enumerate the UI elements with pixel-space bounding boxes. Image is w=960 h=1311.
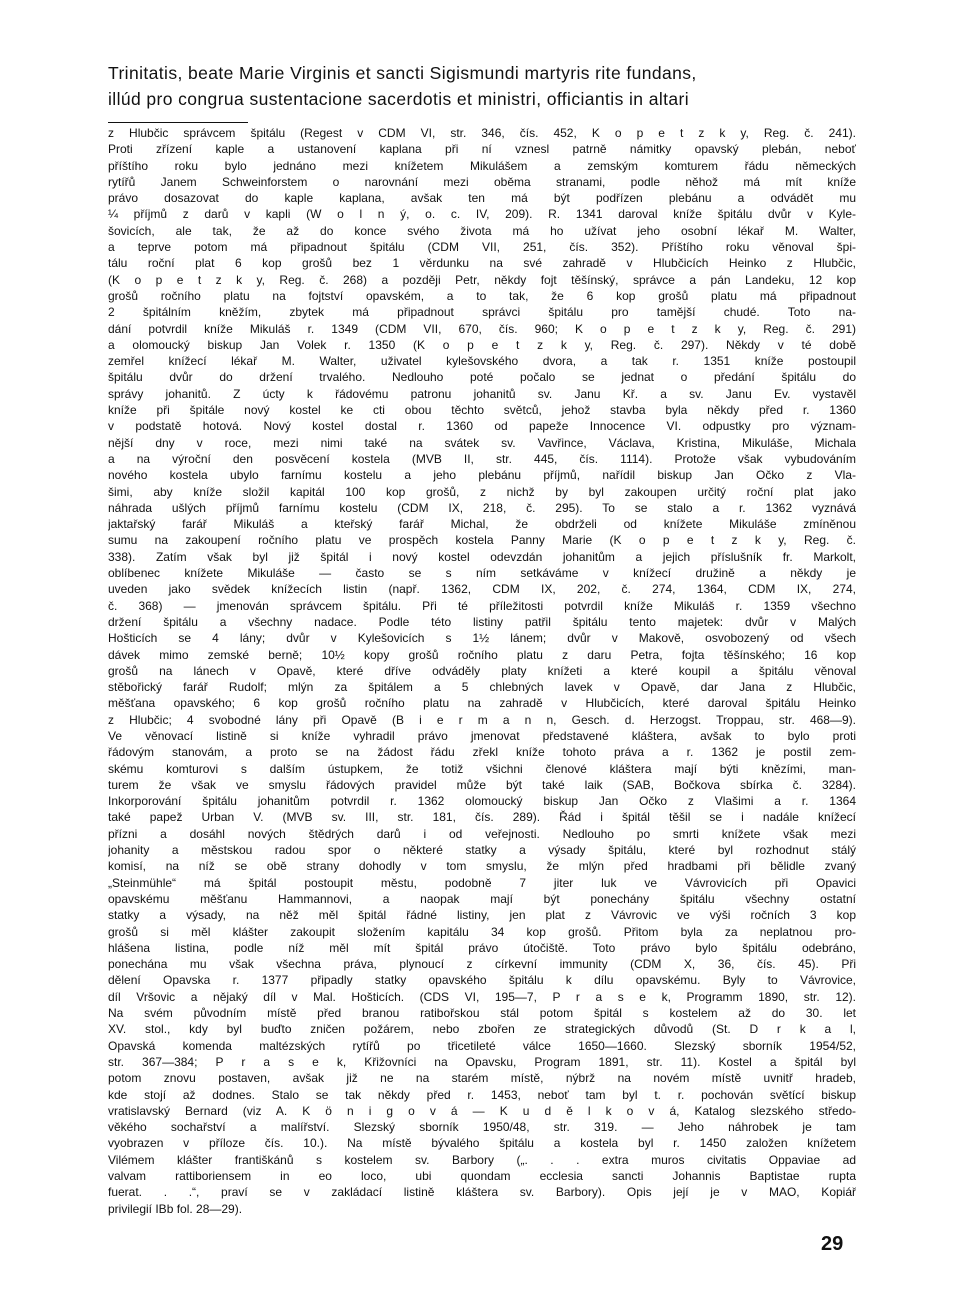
text-line: turem že však ve smyslu řádových pravidel může být také laik (SAB, Bočkova sbírka č. 3284). — [108, 777, 856, 792]
text-line: ¼ příjmů z darů v kapli (W o l n ý, o. c. IV, 209). R. 1341 daroval kníže špitálu dvůr v Kyle- — [108, 207, 856, 222]
text-line: vyobrazen v příloze čís. 10.). Na místě bývalého špitálu a kostela byl r. 1450 založen knížetem — [108, 1136, 856, 1151]
text-line: šovicích, ale tak, že až do konce svého života má ho užívat jeho osobní lékař M. Walter, — [108, 223, 856, 238]
text-line: Inkorporování špitálu johanitům potvrdil r. 1362 olomoucký biskup Jan Očko z Vlašimi a r. 1364 — [108, 794, 856, 809]
text-line: Hošticích se 4 lány; dvůr v Kylešovicích s 1½ lánem; dvůr v Makově, osvobozený od všech — [108, 631, 856, 646]
text-line: fuerat. . .“, praví se v zakládací listině kláštera sv. Barbory). Opis její je v MAO, Kopiář — [108, 1185, 856, 1200]
text-line: přízni a dosáhl nových štědrých darů i od veřejnosti. Nedlouho po smrti knížete však mezi — [108, 826, 856, 841]
text-line: měšťana opavského; 6 kop grošů ročního platu na zahradě v Hlubčicích, které daroval špitálu Heinko — [108, 696, 856, 711]
text-line: díl Vršovic a nějaký díl v Mal. Hošticích. (CDS VI, 195—7, P r a s e k, Programm 1890, str. 12). — [108, 989, 856, 1004]
text-line: věkého sochařství a malířství. Slezský sborník 1950/48, str. 319. — Jeho náhrobek je tam — [108, 1120, 856, 1135]
text-line: nového kostela ubylo farnímu kostelu a jeho plebánu příjmů, nařídil biskup Jan Očko z Vla- — [108, 468, 856, 483]
text-line: kníže při špitále nový kostel ke cti obou těchto světců, jehož stavba byla někdy před r. 1360 — [108, 403, 856, 418]
text-line: statky a výsady, na něž měl špitál řádné listiny, jen plat z Vávrovic ve výši ročních 3 kop — [108, 908, 856, 923]
text-line: také papež Urban V. (MVB sv. III, str. 181, čís. 289). Řád i špitál těšil se i nadále knížecí — [108, 810, 856, 825]
text-line: dělení Opavska r. 1377 připadly statky opavského špitálu k dílu opavskému. Byly to Vávrovice, — [108, 973, 856, 988]
text-line: jaktařský farář Mikuláš a kteřský farář Michal, že obdrželi od knížete Mikuláše zmíněnou — [108, 517, 856, 532]
text-line: stěbořický farář Rudolf; mlýn za špitálem a 5 chlebných lavek v Opavě, dar Jana z Hlubčic, — [108, 680, 856, 695]
text-line: vratislavský Bernard (viz A. K ö n i g o v á — K u d ě l k o v á, Katalog slezského středo- — [108, 1103, 856, 1118]
text-line: právo dosazovat do kaple kaplana, avšak ten má být podřízen plebánu a odvádět mu — [108, 191, 856, 206]
text-line: johanity a městskou radou spor o některé statky a výsady špitálu, které byl rozhodnut stálý — [108, 843, 856, 858]
text-line: z Hlubčic; 4 svobodné lány při Opavě (B i e r m a n n, Gesch. d. Herzogst. Troppau, str. 468—9). — [108, 712, 856, 727]
text-line: příštího roku bylo jednáno mezi knížetem Mikulášem a zemským komturem řádu německých — [108, 158, 856, 173]
text-line: Vilémem klášter františkánů s kostelem sv. Barbory („. . . extra muros civitatis Oppaviae ad — [108, 1152, 856, 1167]
text-line: a olomoucký biskup Jan Volek r. 1350 (K o p e t z k y, Reg. č. 297). Někdy v té době — [108, 337, 856, 352]
text-line: rytířů Janem Schweinforstem o narovnání mezi oběma stranami, podle něhož má mít kníže — [108, 174, 856, 189]
text-line: 2 špitálním kněžím, zbytek má připadnout správci špitálu pro tamější chudé. Toto na- — [108, 305, 856, 320]
text-line: sumu na zakoupení ročního platu ve prospěch kostela Panny Marie (K o p e t z k y, Reg. č. — [108, 533, 856, 548]
text-line: držení špitálu a všechny nadace. Podle této listiny patřil špitálu tento majetek: dvůr v Malých — [108, 614, 856, 629]
text-line: správy johanitů. Z úcty k řádovému patronu johanitů sv. Janu Kř. a sv. Janu Ev. vystavěl — [108, 386, 856, 401]
text-line: náhrada ušlých příjmů farnímu kostelu (CDM IX, 218, č. 295). To se stalo a r. 1362 vyznává — [108, 500, 856, 515]
text-line: nější dny v roce, mezi nimi také na svátek sv. Vavřince, Václava, Kristina, Mikuláše, Michala — [108, 435, 856, 450]
text-line: kde stojí až dodnes. Stalo se tak někdy před r. 1453, neboť tam byl t. r. pochován světící biskup — [108, 1087, 856, 1102]
text-line: Na svém původním místě před branou ratibořskou stál potom špitál s kostelem až do 30. let — [108, 1006, 856, 1021]
text-line: grošů ročního platu na fojtství opavském, a to tak, že 6 kop grošů platu má připadnout — [108, 288, 856, 303]
text-line: dávek mimo zemské berně; 10½ kopy grošů ročního platu z daru Petra, fojta těšínského; 16 kop — [108, 647, 856, 662]
text-line: XV. stol., kdy byl buďto zničen požárem, nebo zbořen ze strategických důvodů (St. D r k a l, — [108, 1022, 856, 1037]
header-line-1: Trinitatis, beate Marie Virginis et sancti Sigismundi martyris rite fundans, — [108, 63, 697, 83]
text-line: dání potvrdil kníže Mikuláš r. 1349 (CDM VII, 670, čís. 960; K o p e t z k y, Reg. č. 291) — [108, 321, 856, 336]
text-line: opavskému měšťanu Hammannovi, a naopak mají být ponechány špitálu všechny ostatní — [108, 891, 856, 906]
text-line: Proti zřízení kaple a ustanovení kaplana při ní vznesl patrně námitky opavský plebán, neboť — [108, 142, 856, 157]
text-line: skému komturovi s dalším ústupkem, že totiž všichni členové kláštera mají býti knězími, man- — [108, 761, 856, 776]
text-line: tálu roční plat 6 kop grošů bez 1 věrdunku na své zahradě v Hlubčicích Heinko z Hlubčic, — [108, 256, 856, 271]
text-line: z Hlubčic správcem špitálu (Regest v CDM VI, str. 346, čís. 452, K o p e t z k y, Reg. č. 241). — [108, 126, 856, 140]
text-line: oblíbenec knížete Mikuláše — často se s ním setkáváme v knížecí družině a někdy je — [108, 566, 856, 581]
text-line: (K o p e t z k y, Reg. č. 268) a později Petr, někdy fojt těšínský, správce a pán Landeku, 12 kop — [108, 272, 856, 287]
text-line: řádovým stanovám, a proto se na žádost řádu zřekl kníže tohoto práva a r. 1362 je postil zem- — [108, 745, 856, 760]
text-line: grošů na lánech v Opavě, které dříve odváděly platy knížeti a které koupil a špitálu věnoval — [108, 663, 856, 678]
text-line: zemřel knížecí lékař M. Walter, uživatel kylešovského dvora, a tak r. 1351 kníže postoupil — [108, 354, 856, 369]
body-text — [108, 125, 856, 1217]
text-line: privilegií IBb fol. 28—29). — [108, 1201, 243, 1216]
text-line: a teprve potom má připadnout špitálu (CDM VII, 251, čís. 352). Příštího roku věnoval špi- — [108, 240, 856, 255]
text-line: potom znovu postaven, avšak již ne na starém místě, nýbrž na novém místě uvnitř hradeb, — [108, 1071, 856, 1086]
text-line: špitálu dvůr do držení trvalého. Nedlouho poté počalo se jednat o předání špitálu do — [108, 370, 856, 385]
text-line: valvam rattiboriensem in eo loco, ubi quondam ecclesia sancti Johannis Baptistae rupta — [108, 1169, 856, 1183]
text-line: uveden jako svědek knížecích listin (např. 1362, CDM IX, 202, č. 274, 1364, CDM IX, 274, — [108, 582, 856, 597]
text-line: str. 367—384; P r a s e k, Křižovníci na Opavsku, Program 1891, str. 11). Kostel a špitál byl — [108, 1054, 856, 1069]
running-header — [108, 60, 856, 112]
text-line: č. 368) — jmenován správcem špitálu. Při té příležitosti potvrdil kníže Mikuláš r. 1359 všechno — [108, 598, 856, 613]
text-line: a na výroční den posvěcení kostela (MVB II, str. 445, čís. 1114). Protože však vybudováním — [108, 451, 856, 466]
text-line: komisí, na níž se obě strany dohodly v tom smyslu, že mlýn před hradbami při bělidle zvaný — [108, 859, 856, 874]
text-line: „Steinmühle“ má špitál postoupit městu, podobně 7 jiter luk ve Vávrovicích při Opavici — [108, 875, 856, 890]
text-line: 338). Zatím však byl již špitál i nový kostel odevzdán johanitům a jejich příslušník fr. Markolt, — [108, 549, 856, 564]
text-line: ponechána mu však všechna práva, plynoucí z církevní immunity (CDM X, 36, čís. 45). Při — [108, 957, 856, 972]
text-line: v podstatě hotová. Nový kostel dostal r. 1360 od papeže Innocence VI. odpustky pro význam- — [108, 419, 856, 434]
text-line: Opavská komenda maltézských rytířů po třicetileté válce 1650—1660. Slezský sborník 1954/52, — [108, 1038, 856, 1053]
text-line: grošů si měl klášter zakoupit složením kapitálu 34 kop grošů. Přitom byla za neplatnou pro- — [108, 924, 856, 939]
header-line-2: illúd pro congrua sustentacione sacerdotis et ministri, officiantis in altari — [108, 89, 690, 109]
footnote-rule — [108, 122, 248, 123]
text-line: hlášena listina, podle níž měl mít špitál právo útočiště. Toto právo bylo špitálu odebráno, — [108, 940, 856, 955]
text-line: šimi, aby kníže složil kapitál 100 kop grošů, z nichž by byl zakoupen určitý roční plat jako — [108, 484, 856, 499]
page-number: 29 — [821, 1233, 844, 1255]
text-line: Ve věnovací listině si kníže vyhradil právo jmenovat představené kláštera, avšak to bylo proti — [108, 728, 856, 743]
